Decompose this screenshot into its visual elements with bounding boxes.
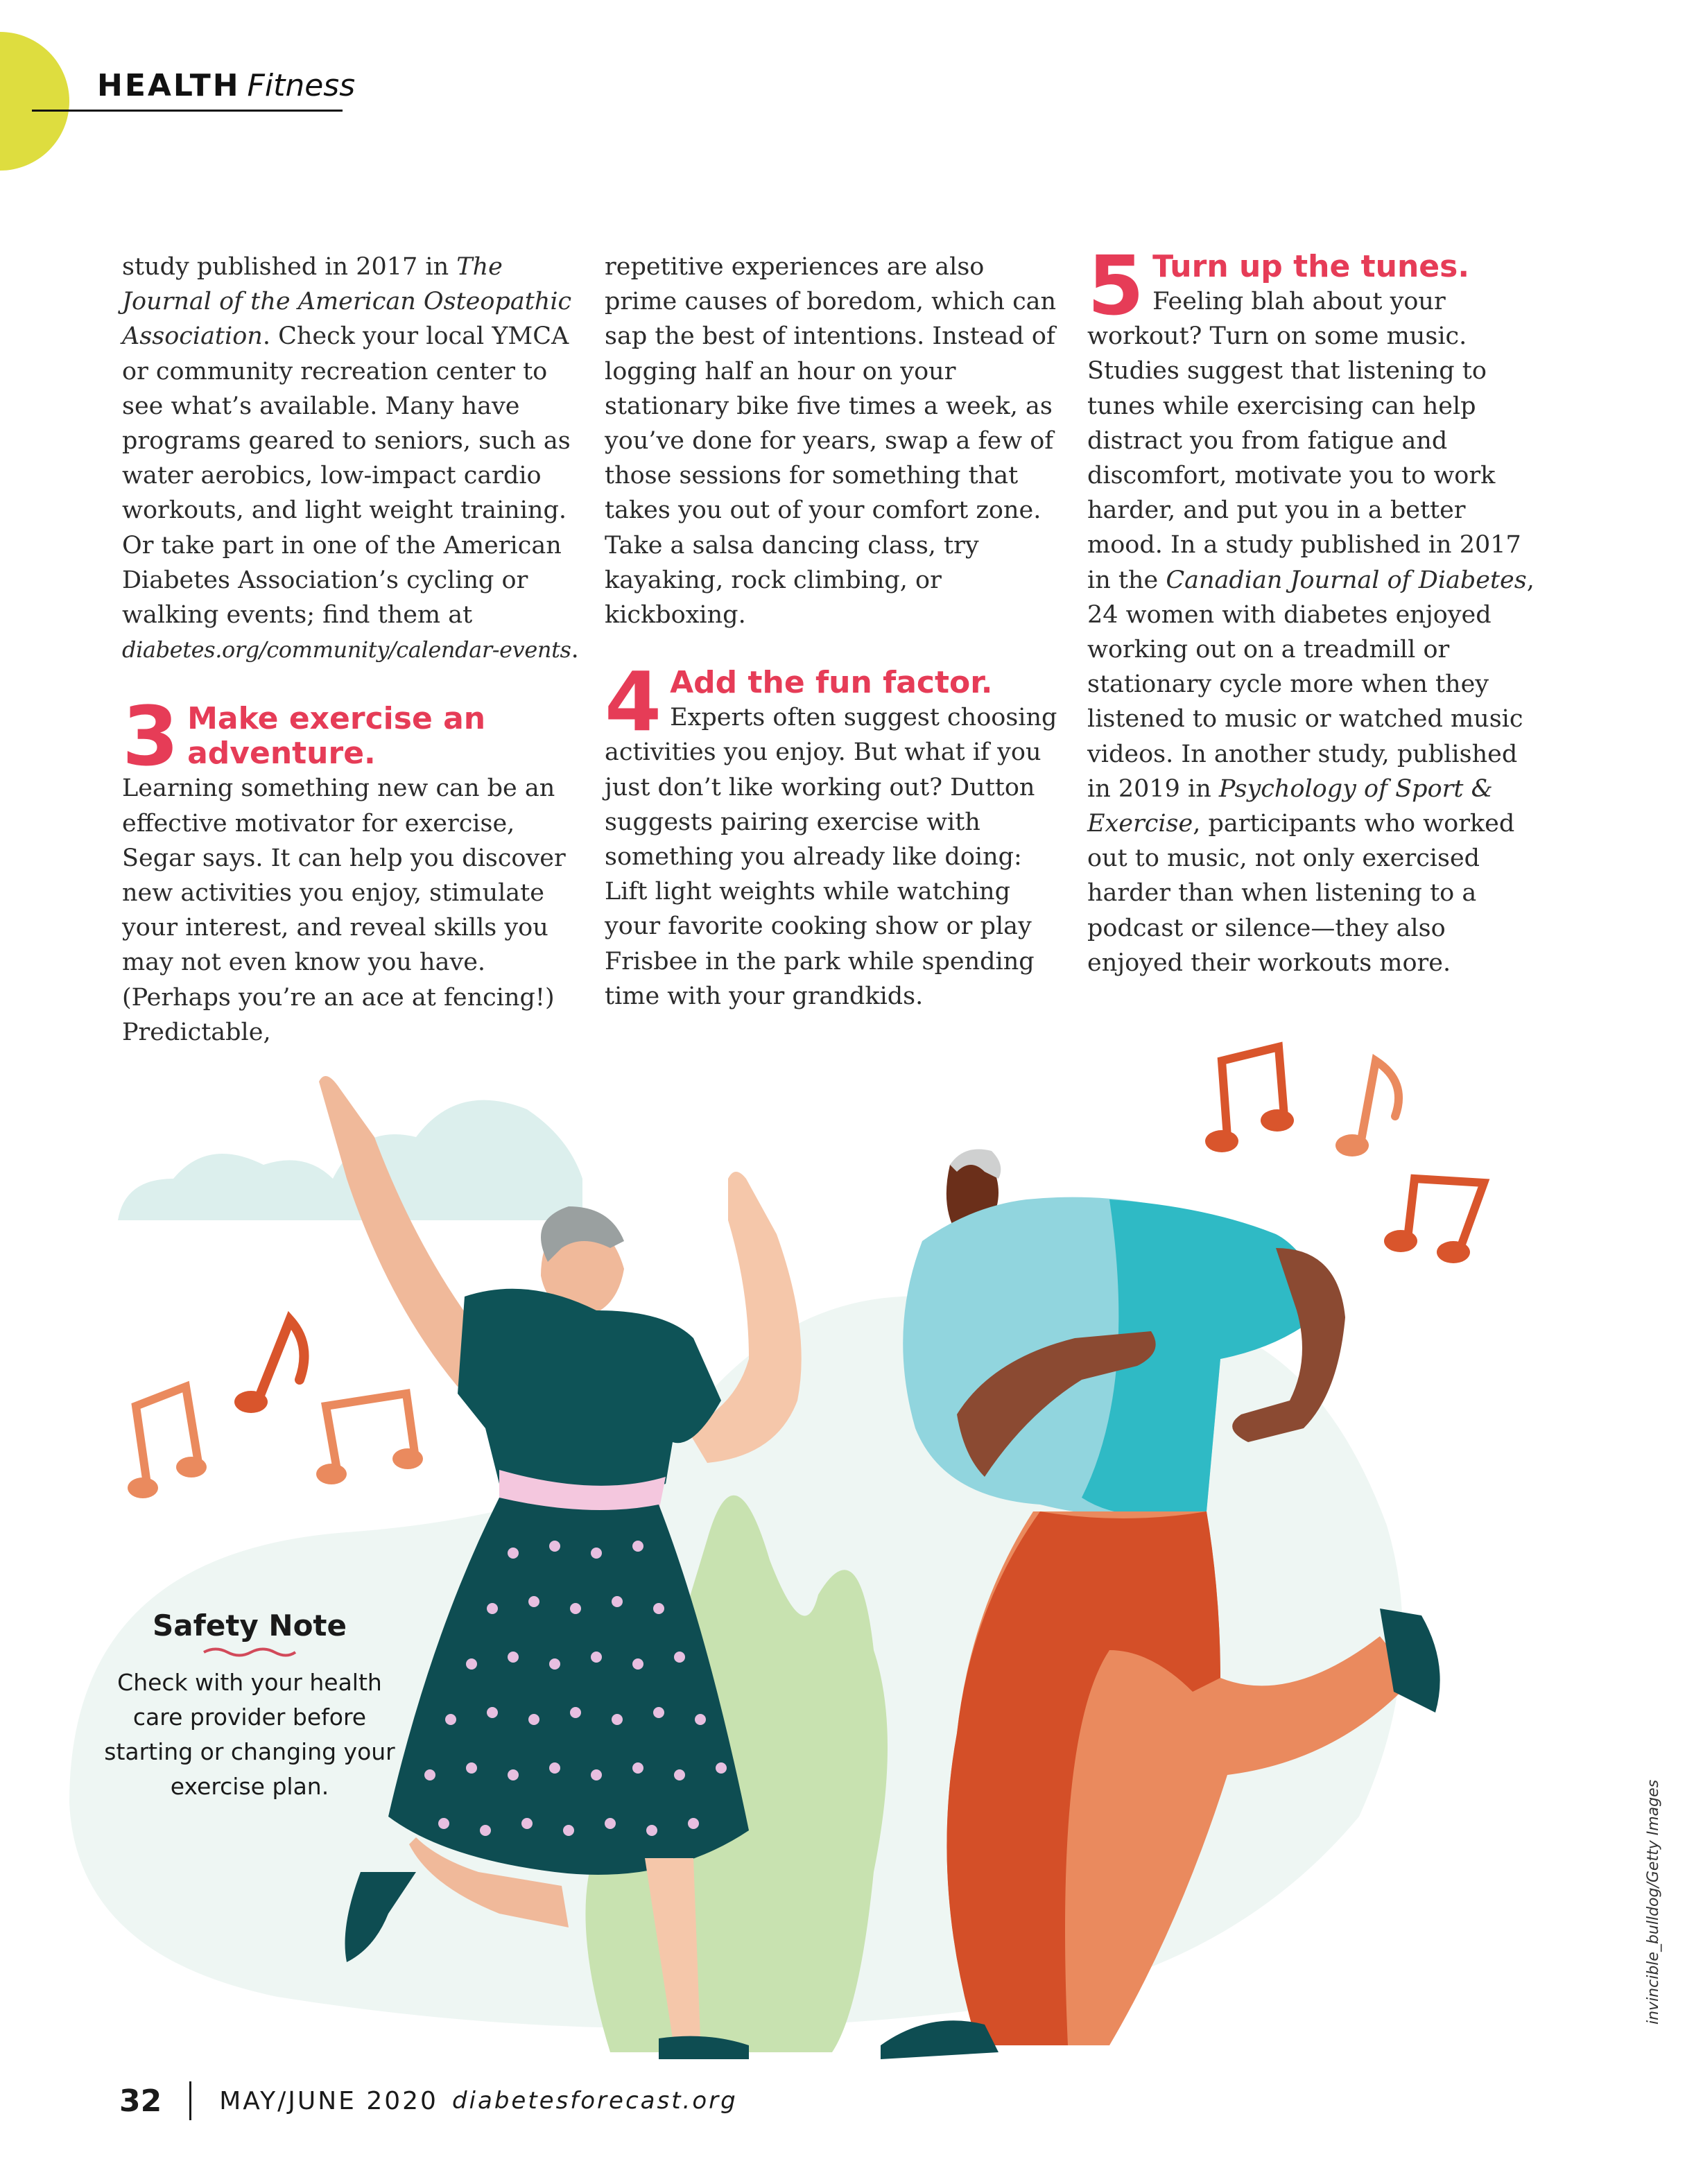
journal-title: The Journal of the American Osteopathic Association <box>122 253 572 351</box>
safety-note-title: Safety Note <box>153 1609 347 1643</box>
paragraph: repetitive experiences are also prime causes of boredom, which can sap the best of intentions. Instead of logging half an hour on your stationary bike five times a week, as you’ve done for years, swap a few of those sessions for something that takes you out of your comfort zone. Take a salsa dancing class, try kayaking, rock climbing, or kickboxing. <box>605 253 1057 630</box>
tip-number: 3 <box>122 688 180 785</box>
tip-title: Add the fun factor. <box>670 665 993 701</box>
tip-number: 5 <box>1087 238 1145 333</box>
journal-title: Canadian Journal of Diabetes <box>1166 566 1527 594</box>
music-note-icon <box>1205 1047 1294 1152</box>
music-note-icon <box>234 1320 304 1413</box>
text-run: . Check your local YMCA or community recreation center to see what’s available. Many have programs geared to seniors, such as water aerobics, low-impact cardio workouts, and light weight training. Or take part in one of the American Diabetes Association’s cycling or walking events; find them at <box>122 322 571 630</box>
music-note-icon <box>1335 1061 1399 1156</box>
text-run: . <box>571 636 579 664</box>
tip-number: 4 <box>605 654 662 750</box>
music-note-icon <box>128 1387 207 1498</box>
text-run: , participants who worked out to music, not only exercised harder than when listening to a podcast or silence—they also enjoyed their workouts more. <box>1087 810 1515 977</box>
footer-divider <box>189 2081 191 2120</box>
site-url[interactable]: diabetesforecast.org <box>451 2087 738 2115</box>
music-note-icon <box>1384 1179 1484 1263</box>
text-run: Feeling blah about your workout? Turn on some music. Studies suggest that listening to tunes while exercising can help distract you from fatigue and discomfort, motivate you to work harder, and put you in a better mood. In a study published in 2017 in the <box>1087 288 1521 594</box>
wave-divider-icon <box>201 1646 298 1658</box>
safety-note-body: Check with your health care provider before starting or changing your exercise plan. <box>104 1669 395 1800</box>
journal-title: Psychology of Sport & Exercise <box>1087 774 1493 838</box>
issue-date: MAY/JUNE 2020 <box>219 2086 438 2115</box>
tip-title: Make exercise an adventure. <box>187 701 486 772</box>
tip-body: Learning something new can be an effective motivator for exercise, Segar says. It can help you discover new activities you enjoy, stimulate your interest, and reveal skills you may not even know you have. (Perhaps you’re an ace at fencing!) Predictable, <box>122 774 566 1046</box>
music-note-icon <box>316 1394 423 1484</box>
photo-credit: invincible_bulldog/Getty Images <box>1645 1779 1662 2025</box>
web-link[interactable]: diabetes.org/community/calendar-events <box>122 636 571 664</box>
subsection-label: Fitness <box>247 68 356 103</box>
section-label: HEALTH <box>97 68 241 103</box>
text-run: study published in 2017 in <box>122 253 457 281</box>
page-number: 32 <box>119 2083 162 2119</box>
tip-body: Experts often suggest choosing activities you enjoy. But what if you just don’t like working out? Dutton suggests pairing exercise with something you already like doing: Lift light weights while watching your favorite cooking show or play Frisbee in the park while spending time with your grandkids. <box>605 704 1057 1010</box>
text-run: , 24 women with diabetes enjoyed working out on a treadmill or stationary cycle more when they listened to music or watched music videos. In another study, published in 2019 in <box>1087 566 1535 803</box>
safety-note <box>104 1607 395 1804</box>
tip-title: Turn up the tunes. <box>1152 249 1470 284</box>
page-footer <box>119 2081 738 2120</box>
